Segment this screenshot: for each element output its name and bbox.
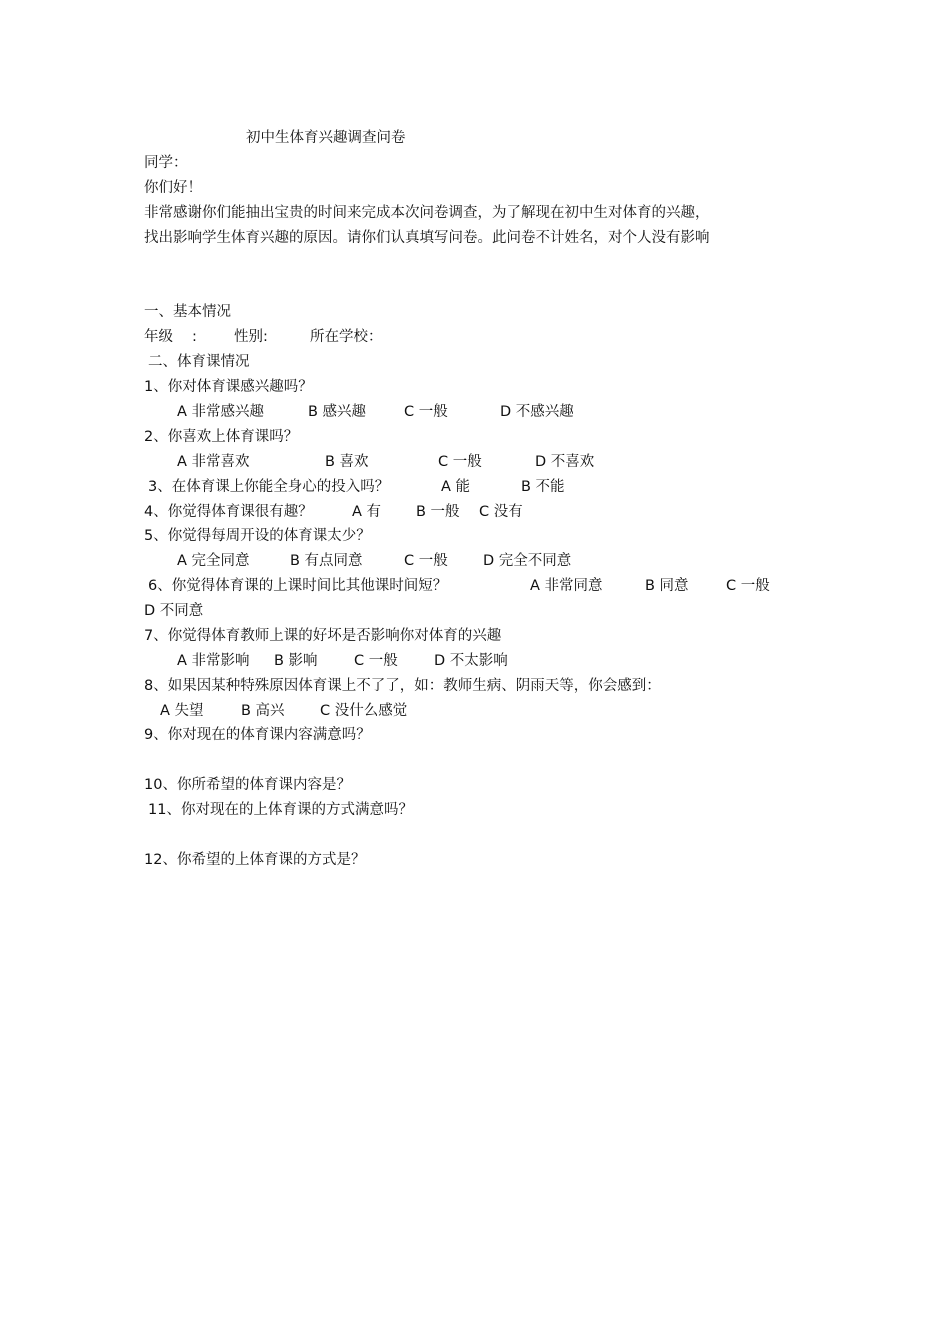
question-2: 2、你喜欢上体育课吗？ [144,429,299,445]
q6-option-b: B 同意 [645,578,689,594]
q6-option-a: A 非常同意 [530,578,603,594]
question-8: 8、如果因某种特殊原因体育课上不了了，如：教师生病、阴雨天等，你会感到： [144,678,661,694]
field-gender-label: 性别: [234,329,268,345]
q5-option-c: C 一般 [404,553,448,569]
field-school-label: 所在学校： [310,329,383,345]
q3-option-a: A 能 [441,479,471,495]
question-10: 10、你所希望的体育课内容是？ [144,777,351,793]
q1-option-c: C 一般 [404,404,448,420]
question-1: 1、你对体育课感兴趣吗？ [144,379,313,395]
section-pe-heading: 二、体育课情况 [148,354,250,370]
field-grade-colon: : [192,329,197,345]
question-4: 4、你觉得体育课很有趣？ [144,504,313,520]
q2-option-d: D 不喜欢 [535,454,595,470]
q8-option-a: A 失望 [160,703,204,719]
q5-option-a: A 完全同意 [177,553,250,569]
q3-option-b: B 不能 [521,479,565,495]
salutation: 同学： [144,155,188,171]
question-12: 12、你希望的上体育课的方式是？ [144,852,366,868]
q1-option-d: D 不感兴趣 [500,404,574,420]
q4-option-a: A 有 [352,504,382,520]
question-6: 6、你觉得体育课的上课时间比其他课时间短？ [148,578,448,594]
q1-option-a: A 非常感兴趣 [177,404,265,420]
q7-option-b: B 影响 [274,653,318,669]
page-title: 初中生体育兴趣调查问卷 [246,130,406,146]
q2-option-c: C 一般 [438,454,482,470]
q5-option-b: B 有点同意 [290,553,363,569]
q7-option-c: C 一般 [354,653,398,669]
q2-option-b: B 喜欢 [325,454,369,470]
q4-option-c: C 没有 [479,504,523,520]
question-11: 11、你对现在的上体育课的方式满意吗？ [148,802,413,818]
question-3: 3、在体育课上你能全身心的投入吗？ [148,479,390,495]
q5-option-d: D 完全不同意 [483,553,572,569]
question-9: 9、你对现在的体育课内容满意吗？ [144,727,371,743]
q7-option-d: D 不太影响 [434,653,508,669]
q4-option-b: B 一般 [416,504,460,520]
q8-option-c: C 没什么感觉 [320,703,408,719]
question-5: 5、你觉得每周开设的体育课太少？ [144,528,371,544]
q7-option-a: A 非常影响 [177,653,250,669]
q1-option-b: B 感兴趣 [308,404,367,420]
greeting: 你们好！ [144,180,202,196]
q8-option-b: B 高兴 [241,703,285,719]
q6-option-d: D 不同意 [144,603,204,619]
intro-line-2: 找出影响学生体育兴趣的原因。请你们认真填写问卷。此问卷不计姓名，对个人没有影响 [144,230,710,246]
field-grade-label: 年级 [144,329,173,345]
question-7: 7、你觉得体育教师上课的好坏是否影响你对体育的兴趣 [144,628,502,644]
q6-option-c: C 一般 [726,578,770,594]
intro-line-1: 非常感谢你们能抽出宝贵的时间来完成本次问卷调查，为了解现在初中生对体育的兴趣， [144,205,710,221]
q2-option-a: A 非常喜欢 [177,454,250,470]
section-basic-heading: 一、基本情况 [144,304,231,320]
